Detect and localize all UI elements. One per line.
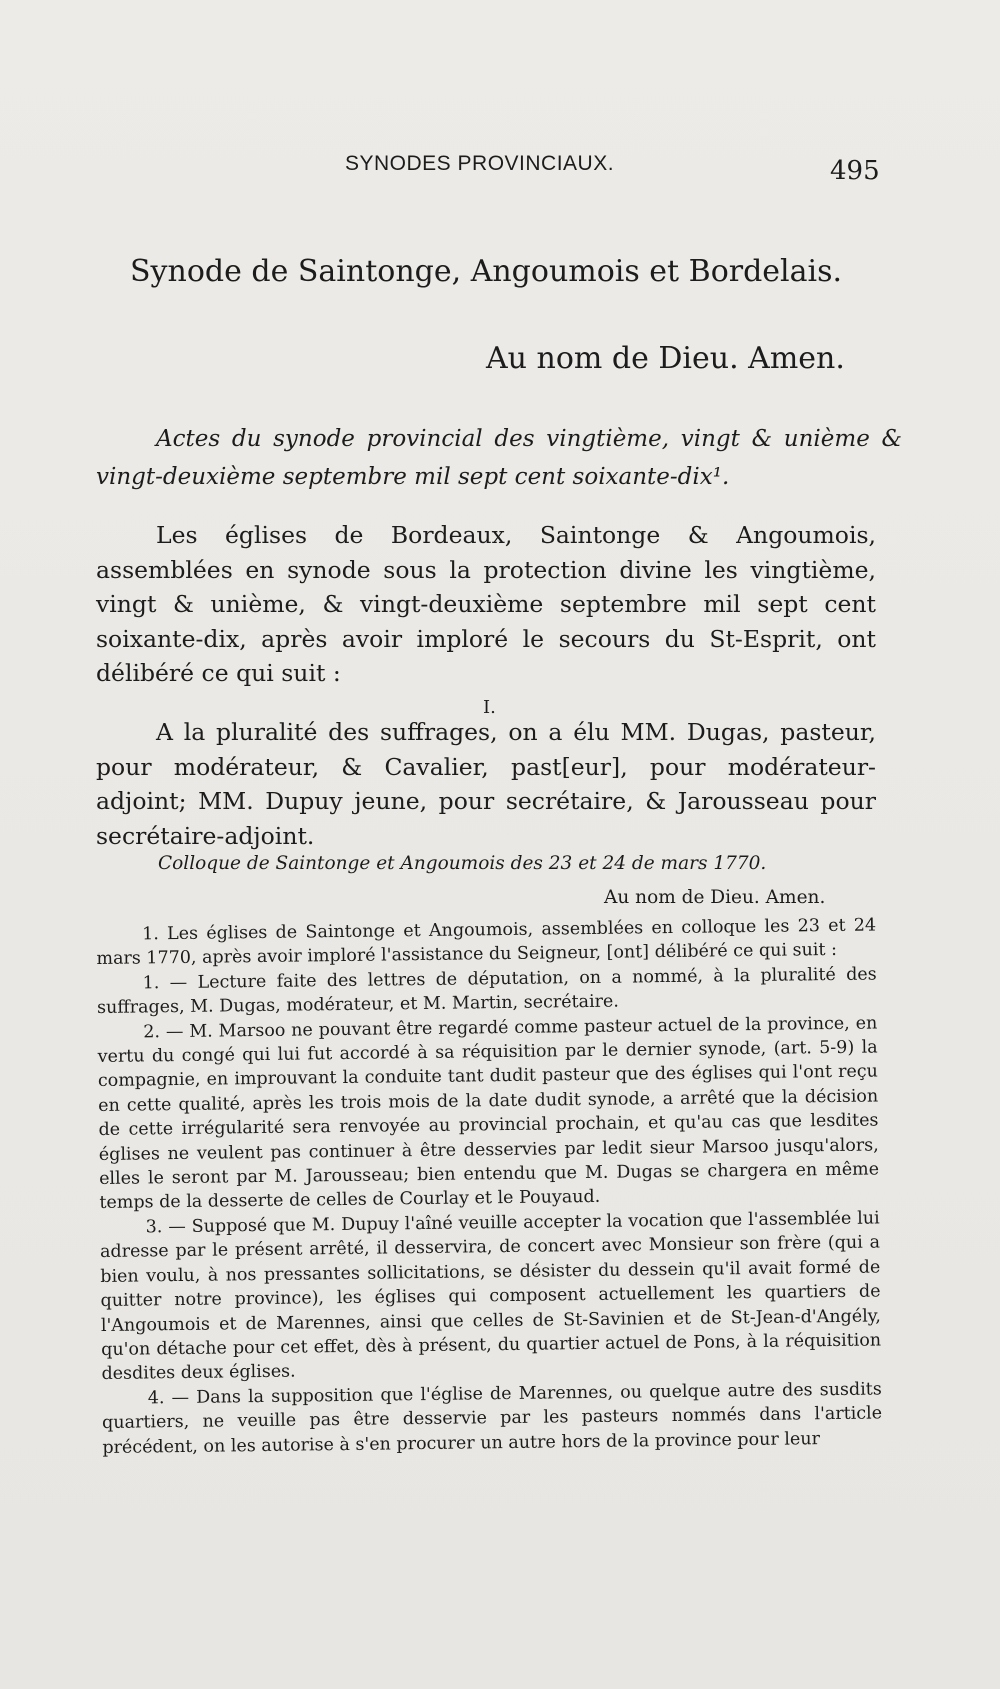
colloque-invocation: Au nom de Dieu. Amen. [604, 887, 826, 908]
article-paragraph: A la pluralité des suffrages, on a élu MM. Dugas, pasteur, pour modérateur, & Cavalier, past[eur], pour modérateur-adjoint; MM. Dupuy jeune, pour secrétaire, & Jarousseau pour secrétaire-adjoint. [96, 718, 876, 850]
running-head: SYNODES PROVINCIAUX. [345, 152, 615, 175]
invocation: Au nom de Dieu. Amen. [486, 341, 845, 376]
colloque-paragraph: 1. Les églises de Saintonge et Angoumois, assemblées en colloque les 23 et 24 mars 1770, après avoir imploré l'assistance du Seigneur, [ont] délibéré ce qui suit : [96, 915, 877, 970]
intro-paragraph: Les églises de Bordeaux, Saintonge & Angoumois, assemblées en synode sous la protection divine les vingtième, vingt & unième, & vingt-deuxième septembre mil sept cent soixante-dix, après avoir imploré le secours du St-Esprit, ont délibéré ce qui suit : [96, 521, 876, 687]
synod-title: Synode de Saintonge, Angoumois et Bordelais. [130, 254, 843, 289]
colloque-paragraph: 1. — Lecture faite des lettres de députation, on a nommé, à la pluralité des suffrages, M. Dugas, modérateur, et M. Martin, secrétaire. [96, 964, 877, 1019]
colloque-paragraph: 2. — M. Marsoo ne pouvant être regardé comme pasteur actuel de la province, en vertu du congé qui lui fut accordé à sa réquisition par le dernier synode, (art. 5-9) la compagnie, en improuvant la conduite tant dudit pasteur que des églises qui l'ont reçu en cette qualité, après les trois mois de la date dudit synode, a arrêté que la décision de cette irrégularité sera renvoyée au provincial prochain, et qu'au cas que lesdites églises ne veulent pas continuer à être desservies par ledit sieur Marsoo jusqu'alors, elles le seront par M. Jarousseau; bien entendu que M. Dugas se chargera en même temps de la desserte de celles de Courlay et le Pouyaud. [97, 1013, 880, 1214]
colloque-paragraph: 4. — Dans la supposition que l'église de Marennes, ou quelque autre des susdits quartiers, ne veuille pas être desservie par les pasteurs nommés dans l'article précédent, on les autorise à s'en procurer un autre hors de la province pour leur [101, 1379, 883, 1458]
colloque-title: Colloque de Saintonge et Angoumois des 23 et 24 de mars 1770. [158, 853, 767, 874]
article-number: I. [483, 697, 496, 718]
page-number: 495 [830, 156, 880, 186]
colloque-paragraph: 3. — Supposé que M. Dupuy l'aîné veuille accepter la vocation que l'assemblée lui adresse par le présent arrêté, il desservira, de concert avec Monsieur son frère (qui a bien voulu, à nos pressantes sollicitations, se désister du dessein qu'il avait formé de quitter notre province), les églises qui composent actuellement les quartiers de l'Angoumois et de Marennes, ainsi que celles de St-Savinien et de St-Jean-d'Angély, qu'on détache pour cet effet, dès à présent, du quartier actuel de Pons, à la réquisition desdites deux églises. [99, 1208, 882, 1385]
colloque-body [96, 913, 883, 1459]
acts-title: Actes du synode provincial des vingtième, vingt & unième & vingt-deuxième septembre mil sept cent soixante-dix¹. [96, 426, 902, 490]
